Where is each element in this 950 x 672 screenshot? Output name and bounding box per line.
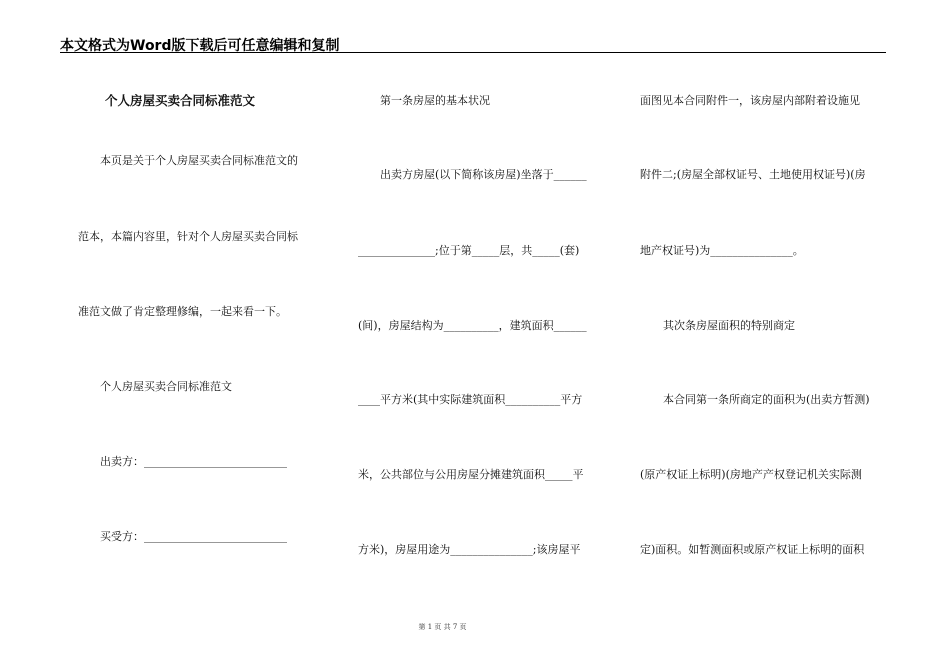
page-number: 第 1 页 共 7 页	[418, 623, 467, 631]
text-line: 本合同第一条所商定的面积为(出卖方暂测)	[663, 393, 870, 406]
text-line: ______________;位于第_____层，共_____(套)	[358, 244, 580, 257]
document-title: 个人房屋买卖合同标准范文	[105, 93, 256, 108]
text-line: (原产权证上标明)(房地产产权登记机关实际测	[640, 468, 862, 481]
seller-field: 出卖方：__________________________	[100, 455, 287, 468]
text-line: 附件二;(房屋全部权证号、土地使用权证号)(房	[640, 168, 866, 181]
section-heading: 第一条房屋的基本状况	[380, 94, 490, 107]
text-line: 准范文做了肯定整理修编，一起来看一下。	[78, 305, 287, 318]
text-line: 面图见本合同附件一，该房屋内部附着设施见	[640, 94, 860, 107]
text-line: 出卖方房屋(以下简称该房屋)坐落于______	[380, 168, 587, 181]
section-heading: 其次条房屋面积的特别商定	[663, 319, 795, 332]
text-line: 米，公共部位与公用房屋分摊建筑面积_____平	[358, 468, 584, 481]
text-line: (间)，房屋结构为__________，建筑面积______	[358, 319, 587, 332]
text-line: 本页是关于个人房屋买卖合同标准范文的	[100, 154, 298, 167]
section-heading: 个人房屋买卖合同标准范文	[100, 380, 232, 393]
text-line: 方米)，房屋用途为_______________;该房屋平	[358, 543, 581, 556]
text-line: 范本，本篇内容里，针对个人房屋买卖合同标	[78, 230, 298, 243]
text-line: 地产权证号)为_______________。	[640, 244, 804, 257]
buyer-field: 买受方：__________________________	[100, 530, 287, 543]
document-header: 本文格式为Word版下载后可任意编辑和复制	[60, 38, 340, 54]
text-line: ____平方米(其中实际建筑面积__________平方	[358, 393, 583, 406]
header-divider	[60, 52, 886, 53]
text-line: 定)面积。如暂测面积或原产权证上标明的面积	[640, 543, 865, 556]
